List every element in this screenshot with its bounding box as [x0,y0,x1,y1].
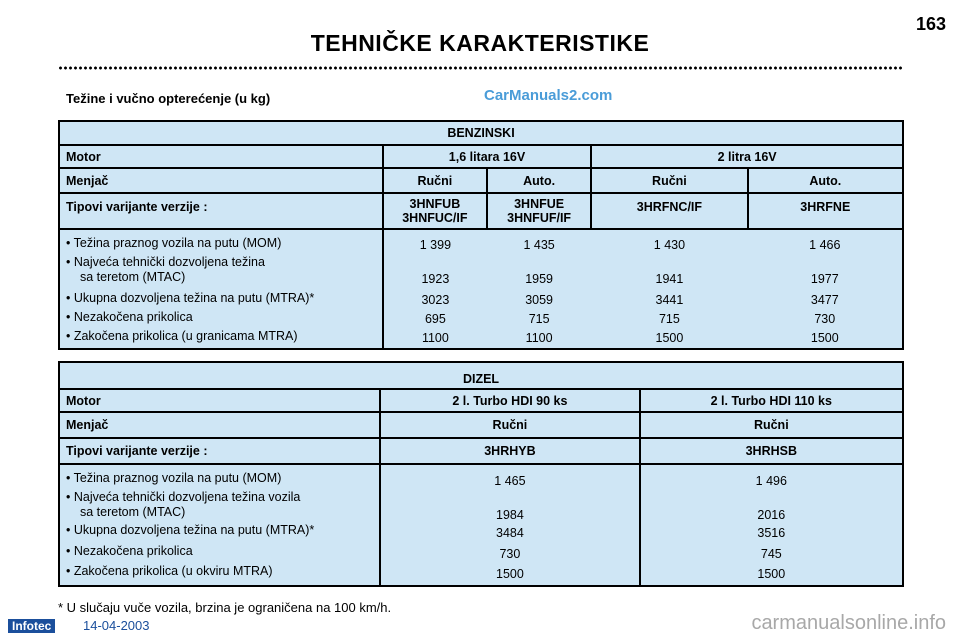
gearbox-label: Menjač [59,412,380,438]
infotec-logo: Infotec [8,619,55,633]
petrol-value: 1100 [421,331,449,345]
diesel-value: 730 [499,547,521,561]
petrol-value: 1 466 [809,238,841,252]
diesel-gearbox-1: Ručni [380,412,639,438]
petrol-value: 1923 [421,272,450,286]
petrol-type-2b: 3HNFUF/IF [507,211,572,225]
petrol-row-label: • Zakočena prikolica (u granicama MTRA) [66,329,298,343]
page-number: 163 [915,14,946,34]
petrol-type-4: 3HRFNE [748,193,903,229]
petrol-row-label: • Težina praznog vozila na putu (MOM) [66,236,282,250]
diesel-row-label: • Zakočena prikolica (u okviru MTRA) [66,564,273,578]
footnote: * U slučaju vuče vozila, brzina je ograničena na 100 km/h. [58,600,392,615]
petrol-value: 715 [658,312,680,326]
petrol-value: 1 435 [523,238,555,252]
petrol-value: 1 399 [419,238,452,252]
petrol-spec-table [58,120,904,350]
diesel-row-label-cont: sa teretom (MTAC) [80,505,186,519]
petrol-gearbox-2: Auto. [487,168,591,193]
diesel-value: 745 [760,547,782,561]
petrol-value: 1959 [525,272,554,286]
petrol-value: 3023 [421,293,450,307]
gearbox-label: Menjač [59,168,383,193]
petrol-gearbox-1: Ručni [383,168,487,193]
petrol-row-label: • Najveća tehnički dozvoljena težina [66,255,265,269]
diesel-type-1: 3HRHYB [380,438,639,464]
diesel-row-label: • Najveća tehnički dozvoljena težina vozila [66,490,301,504]
petrol-value: 1977 [810,272,839,286]
petrol-value: 1100 [525,331,553,345]
petrol-value: 730 [814,312,836,326]
diesel-value: 1 496 [755,474,787,488]
petrol-heading: BENZINSKI [59,121,903,145]
diesel-heading: DIZEL [59,362,903,389]
diesel-row-label: • Težina praznog vozila na putu (MOM) [66,471,282,485]
diesel-value: 1500 [496,567,524,581]
page-title: TEHNIČKE KARAKTERISTIKE [310,30,650,56]
motor-label: Motor [59,145,383,168]
petrol-row-label: • Ukupna dozvoljena težina na putu (MTRA)* [66,291,315,305]
diesel-motor-2: 2 l. Turbo HDI 110 ks [640,389,903,412]
petrol-value: 3441 [655,293,684,307]
diesel-value: 1984 [496,508,524,522]
section-subtitle: Težine i vučno opterećenje (u kg) [66,91,271,106]
petrol-value: 715 [528,312,550,326]
petrol-value: 3477 [810,293,839,307]
petrol-type-1: 3HNFUB [409,197,461,211]
types-label: Tipovi varijante verzije : [59,438,380,464]
petrol-gearbox-3: Ručni [591,168,747,193]
diesel-row-label: • Nezakočena prikolica [66,544,193,558]
petrol-value: 1500 [655,331,684,345]
petrol-gearbox-4: Auto. [748,168,903,193]
petrol-row-label: • Nezakočena prikolica [66,310,193,324]
diesel-value: 1500 [757,567,786,581]
types-label: Tipovi varijante verzije : [59,193,383,229]
motor-label: Motor [59,389,380,412]
diesel-value: 3484 [496,526,524,540]
petrol-motor-2: 2 litra 16V [591,145,903,168]
diesel-type-2: 3HRHSB [640,438,903,464]
dotted-divider [58,66,904,70]
petrol-value: 695 [424,312,446,326]
footer-date: 14-04-2003 [83,618,150,633]
petrol-type-3: 3HRFNC/IF [591,193,747,229]
petrol-motor-1: 1,6 litara 16V [383,145,591,168]
petrol-value: 3059 [525,293,554,307]
diesel-value: 1 465 [494,474,526,488]
petrol-value: 1941 [655,272,684,286]
petrol-value: 1 430 [653,238,686,252]
site-watermark: carmanualsonline.info [751,612,946,634]
diesel-value: 2016 [757,508,786,522]
petrol-value: 1500 [810,331,839,345]
petrol-type-1b: 3HNFUC/IF [402,211,468,225]
diesel-value: 3516 [757,526,786,540]
diesel-gearbox-2: Ručni [640,412,903,438]
diesel-motor-1: 2 l. Turbo HDI 90 ks [380,389,639,412]
diesel-spec-table [58,361,904,587]
petrol-type-2: 3HNFUE [514,197,565,211]
watermark: CarManuals2.com [484,87,613,104]
petrol-row-label-cont: sa teretom (MTAC) [80,270,186,284]
diesel-row-label: • Ukupna dozvoljena težina na putu (MTRA)* [66,523,315,537]
